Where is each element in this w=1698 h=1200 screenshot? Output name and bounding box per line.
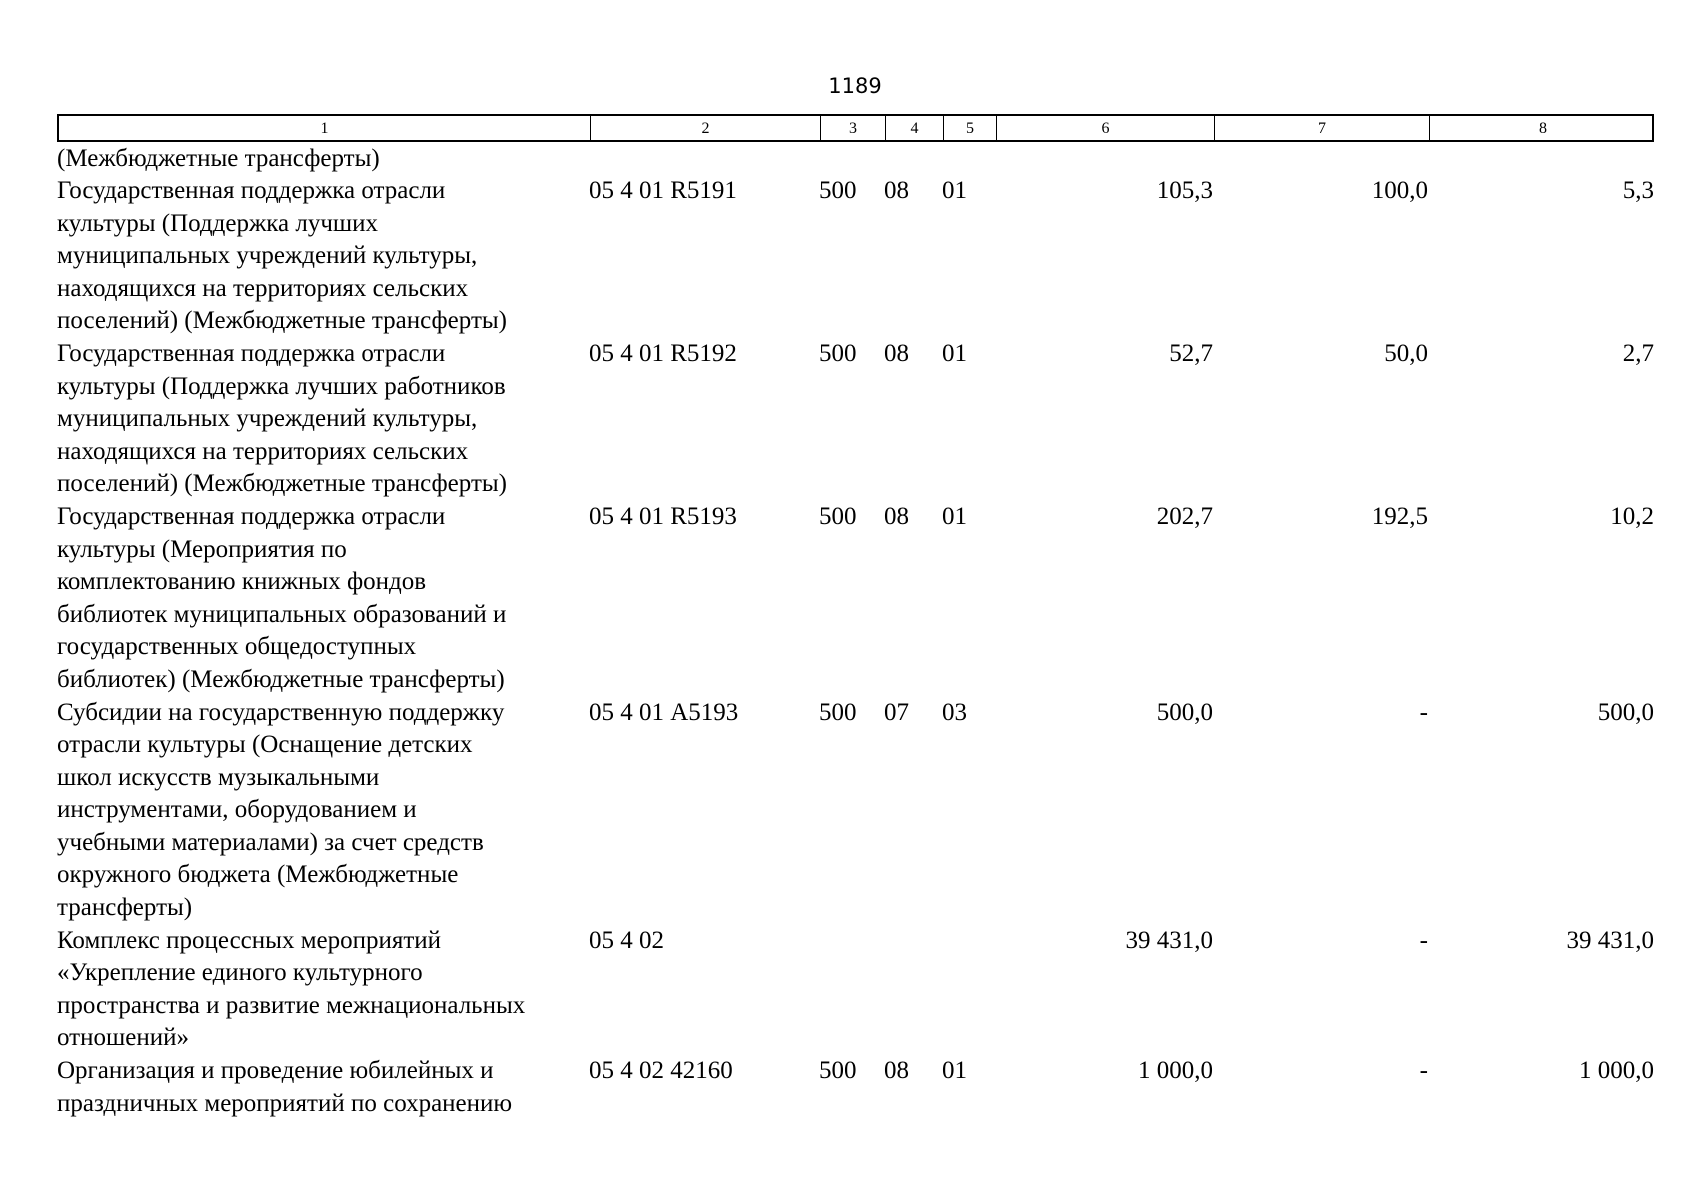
row-col7: - [1419,1057,1428,1085]
column-header: 8 [1539,120,1547,137]
row-col8: 39 431,0 [1566,926,1654,954]
table-row [57,338,1654,501]
row-total: 39 431,0 [1125,926,1213,954]
row-code: 05 4 01 R5193 [589,502,737,530]
row-name: Организация и проведение юбилейных и праздничных мероприятий по сохранению [57,1057,513,1117]
row-vr: 500 [819,1057,857,1085]
table-row [57,501,1654,697]
row-col7: 50,0 [1384,339,1428,367]
row-col7: - [1419,698,1428,726]
column-header: 3 [821,116,886,141]
row-vr: 500 [819,339,857,367]
column-header: 5 [944,116,997,141]
row-total: 1 000,0 [1138,1057,1213,1085]
row-pr: 01 [942,1057,967,1085]
column-header: 7 [1215,116,1430,141]
row-total: 500,0 [1156,698,1213,726]
row-col7: - [1419,926,1428,954]
row-col8: 10,2 [1610,502,1654,530]
row-pr [942,925,995,1055]
table-row [57,925,1654,1055]
row-rz: 08 [884,339,909,367]
column-header: 6 [997,116,1215,141]
table-row [57,697,1654,925]
row-name: Государственная поддержка отрасли культуры (Поддержка лучших работников муниципальных учреждений культуры, находящихся на территориях сельских поселений) (Межбюджетные трансферты) [57,339,507,498]
row-col8: 5,3 [1622,177,1654,204]
row-pr: 01 [942,177,967,204]
column-numbers-header [57,114,1654,142]
row-code: 05 4 01 R5192 [589,339,737,367]
row-rz: 08 [884,177,909,204]
row-rz [884,925,942,1055]
row-code: 05 4 02 [589,926,664,954]
column-header: 2 [591,116,821,141]
row-col7: 192,5 [1371,502,1428,530]
continuation-text: (Межбюджетные трансферты) [57,145,380,172]
row-total: 52,7 [1169,339,1213,367]
row-name: Комплекс процессных мероприятий «Укрепление единого культурного пространства и развитие межнациональных отношений» [57,926,526,1052]
row-code: 05 4 01 R5191 [589,177,737,204]
row-code: 05 4 01 А5193 [589,698,739,726]
row-col8: 500,0 [1597,698,1654,726]
budget-table [57,114,1654,1120]
row-col7: 100,0 [1371,177,1428,204]
row-vr: 500 [819,502,857,530]
row-total: 105,3 [1156,177,1213,204]
row-pr: 01 [942,502,967,530]
column-header: 1 [59,116,591,141]
row-name: Государственная поддержка отрасли культуры (Поддержка лучших муниципальных учреждений культуры, находящихся на территориях сельских поселений) (Межбюджетные трансферты) [57,177,507,335]
table-row [57,175,1654,338]
row-col8: 2,7 [1622,339,1654,367]
row-vr: 500 [819,177,857,204]
row-rz: 08 [884,502,909,530]
row-rz: 08 [884,1057,909,1085]
column-header: 4 [886,116,944,141]
row-rz: 07 [884,698,909,726]
row-vr: 500 [819,698,857,726]
row-name: Государственная поддержка отрасли культуры (Мероприятия по комплектованию книжных фондов библиотек муниципальных образований и государственных общедоступных библиотек) (Межбюджетные трансферты) [57,502,507,693]
page-number: 1189 [828,74,882,98]
row-col8: 1 000,0 [1579,1057,1654,1085]
row-total: 202,7 [1156,502,1213,530]
row-pr: 01 [942,339,967,367]
row-name: Субсидии на государственную поддержку отрасли культуры (Оснащение детских школ искусств музыкальными инструментами, оборудованием и учебными материалами) за счет средств окружного бюджета (Межбюджетные трансферты) [57,698,505,922]
row-pr: 03 [942,698,967,726]
row-code: 05 4 02 42160 [589,1057,733,1085]
row-vr [819,925,884,1055]
table-row [57,1055,1654,1120]
